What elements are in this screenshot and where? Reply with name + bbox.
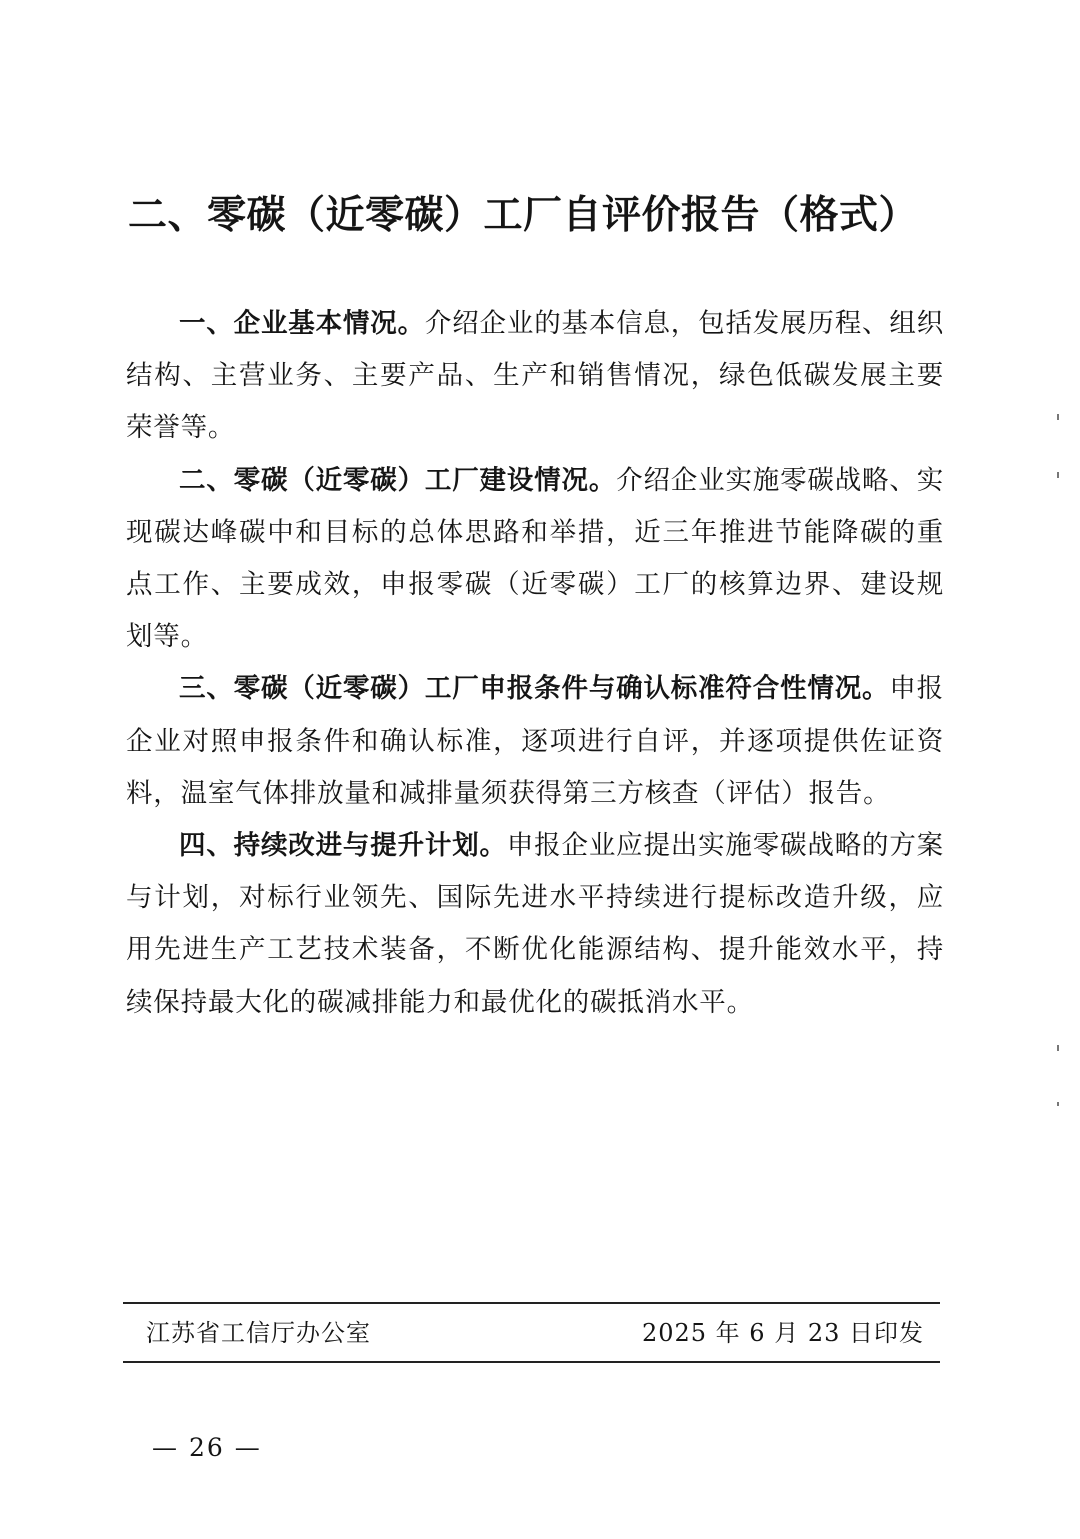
- section-text: 申报企业应提出实施零碳战略的方案与计划，对标行业领先、国际先进水平持续进行提标改造升级，应用先进生产工艺技术装备，不断优化能源结构、提升能效水平，持续保持最大化的碳减排能力和最优化的碳抵消水平。: [126, 830, 944, 1018]
- footer-top-rule: [123, 1302, 940, 1304]
- section-compliance: [126, 663, 944, 820]
- document-title: 二、零碳（近零碳）工厂自评价报告（格式）: [128, 193, 919, 238]
- document-body: [126, 298, 944, 1029]
- section-heading: 四、持续改进与提升计划。: [179, 830, 507, 862]
- section-construction: [126, 455, 944, 664]
- issue-date: 2025 年 6 月 23 日印发: [641, 1319, 924, 1347]
- section-heading: 一、企业基本情况。: [179, 308, 425, 339]
- section-text: 介绍企业的基本信息，包括发展历程、组织结构、主营业务、主要产品、生产和销售情况，绿色低碳发展主要荣誉等。: [126, 308, 945, 444]
- page-number: — 26 —: [152, 1433, 262, 1462]
- scan-mark: [1057, 1045, 1059, 1051]
- scan-mark: [1057, 1102, 1059, 1106]
- issuer: 江苏省工信厅办公室: [146, 1319, 371, 1347]
- section-heading: 三、零碳（近零碳）工厂申报条件与确认标准符合性情况。: [179, 673, 890, 705]
- section-text: 申报企业对照申报条件和确认标准，逐项进行自评，并逐项提供佐证资料，温室气体排放量和减排量须获得第三方核查（评估）报告。: [126, 673, 944, 809]
- scan-mark: [1057, 414, 1059, 420]
- section-improvement-plan: [126, 820, 944, 1029]
- section-heading: 二、零碳（近零碳）工厂建设情况。: [179, 464, 617, 496]
- section-basic-info: [126, 298, 944, 455]
- footer-bottom-rule: [123, 1361, 940, 1363]
- scan-mark: [1057, 472, 1059, 478]
- section-text: 介绍企业实施零碳战略、实现碳达峰碳中和目标的总体思路和举措，近三年推进节能降碳的重点工作、主要成效，申报零碳（近零碳）工厂的核算边界、建设规划等。: [126, 464, 944, 653]
